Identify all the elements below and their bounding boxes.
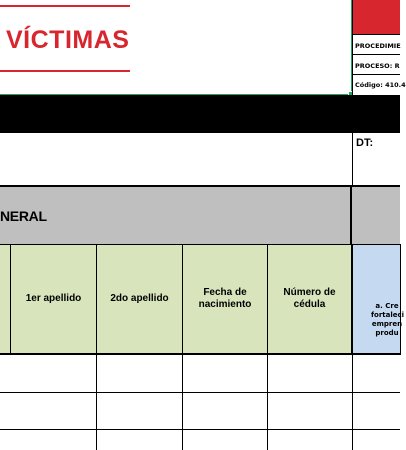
column-label: 2do apellido [110,293,169,304]
data-cell[interactable] [97,356,182,392]
section-title: NERAL [0,208,47,224]
column-header-fecha-nacimiento [182,244,268,355]
grid-col-line [352,355,353,450]
doc-info-row-divider-3 [352,74,400,75]
column-label-partial: a. Cre fortaleci empren produ [371,302,405,337]
doc-info-row-divider-2 [352,54,400,55]
column-header-blue [352,244,405,355]
doc-info-border-left [352,0,353,95]
data-cell[interactable] [0,356,96,392]
column-header-numero-cedula [267,244,353,355]
selection-outline [0,0,352,95]
doc-info-red-block [353,0,400,34]
dt-label: DT: [356,137,374,149]
column-header-2do-apellido [96,244,183,355]
doc-info-row-divider-1 [352,34,400,35]
logo-text: VÍCTIMAS [6,26,130,54]
column-label: Fecha de nacimiento [198,287,252,310]
column-label: Número de cédula [283,287,336,310]
grid-row-line [0,429,400,430]
section-header-right [352,185,400,245]
column-header-1er-apellido [10,244,97,355]
grid-row-line [0,392,400,393]
codigo-label: Código: 410.4 [355,81,406,89]
column-label: 1er apellido [25,293,82,304]
proceso-label: PROCESO: R [355,62,400,70]
data-cell[interactable] [268,356,352,392]
procedimiento-label: PROCEDIMIE [355,42,401,50]
black-header-band [0,95,400,133]
dt-row-divider [352,133,353,185]
data-cell[interactable] [183,356,267,392]
section-header [0,185,352,245]
